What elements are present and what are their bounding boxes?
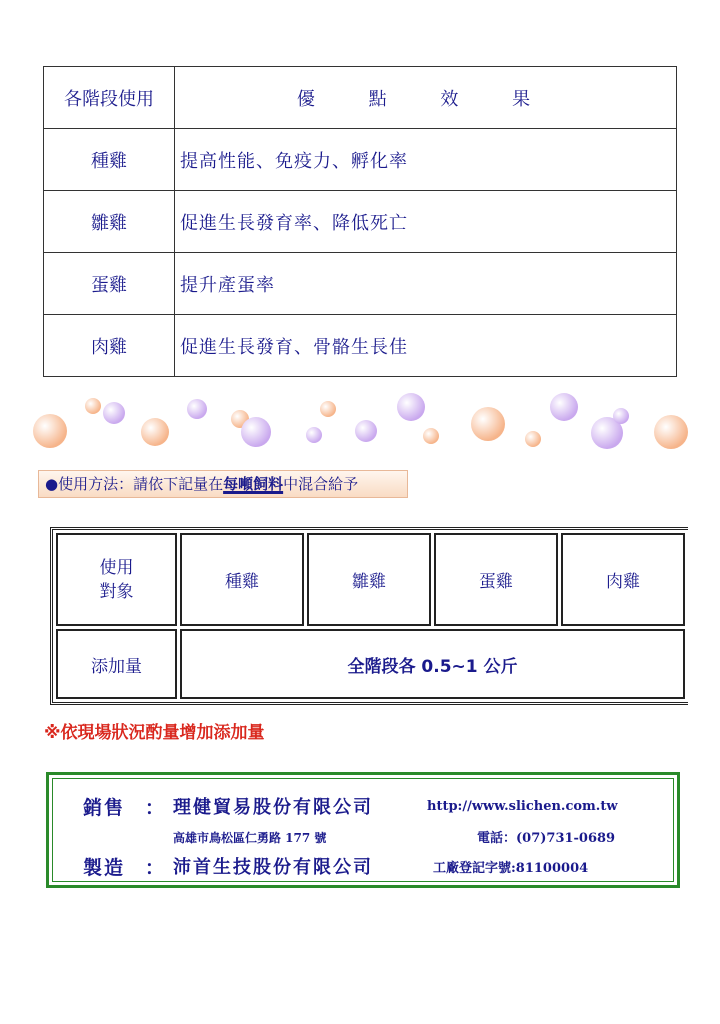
benefit-cell: 促進生長發育率、降低死亡 — [175, 191, 677, 253]
usage-prefix: 使用方法：請依下記量在 — [58, 475, 224, 493]
dosage-table-frame — [50, 527, 688, 705]
table-row — [44, 191, 677, 253]
target-cell: 蛋雞 — [434, 533, 558, 626]
target-cell: 肉雞 — [561, 533, 685, 626]
decorative-bubbles — [0, 388, 720, 458]
dosage-note: ※依現場狀況酌量增加添加量 — [44, 723, 265, 743]
usage-emphasis: 每噸飼料 — [223, 475, 284, 493]
amount-value: 全階段各 0.5~1 公斤 — [180, 629, 685, 699]
benefit-cell: 提升產蛋率 — [175, 253, 677, 315]
maker-colon: ： — [145, 857, 165, 879]
dosage-target-row — [56, 533, 685, 626]
stage-header: 各階段使用 — [44, 67, 175, 129]
table-row — [44, 129, 677, 191]
benefit-cell: 提高性能、免疫力、孵化率 — [175, 129, 677, 191]
bubble-group — [33, 393, 688, 449]
table-row — [44, 315, 677, 377]
maker-company-name: 沛首生技股份有限公司 — [173, 857, 373, 878]
website-link[interactable]: http://www.slichen.com.tw — [427, 799, 618, 814]
bullet: ● — [45, 475, 59, 493]
sales-company-name: 理健貿易股份有限公司 — [173, 797, 373, 818]
stage-cell: 肉雞 — [44, 315, 175, 377]
dosage-table — [53, 530, 688, 702]
target-cell: 種雞 — [180, 533, 304, 626]
benefits-table — [43, 66, 677, 377]
usage-suffix: 中混合給予 — [283, 475, 359, 493]
company-address: 高雄市鳥松區仁勇路 177 號 — [173, 831, 327, 845]
maker-label: 製造 — [83, 857, 126, 879]
company-info-box — [46, 772, 680, 888]
company-phone: 電話：(07)731-0689 — [477, 831, 616, 846]
target-header: 使用 對象 — [56, 533, 177, 626]
benefits-header-row — [44, 67, 677, 129]
table-row — [44, 253, 677, 315]
benefit-cell: 促進生長發育、骨骼生長佳 — [175, 315, 677, 377]
stage-cell: 蛋雞 — [44, 253, 175, 315]
dosage-amount-row — [56, 629, 685, 699]
target-cell: 雛雞 — [307, 533, 431, 626]
benefit-header: 優 點 效 果 — [175, 67, 677, 129]
stage-cell: 種雞 — [44, 129, 175, 191]
stage-cell: 雛雞 — [44, 191, 175, 253]
sales-label: 銷售 — [83, 797, 126, 819]
factory-registration: 工廠登記字號:81100004 — [433, 861, 589, 876]
sales-colon: ： — [145, 797, 165, 819]
amount-header: 添加量 — [56, 629, 177, 699]
usage-instructions — [38, 470, 408, 498]
